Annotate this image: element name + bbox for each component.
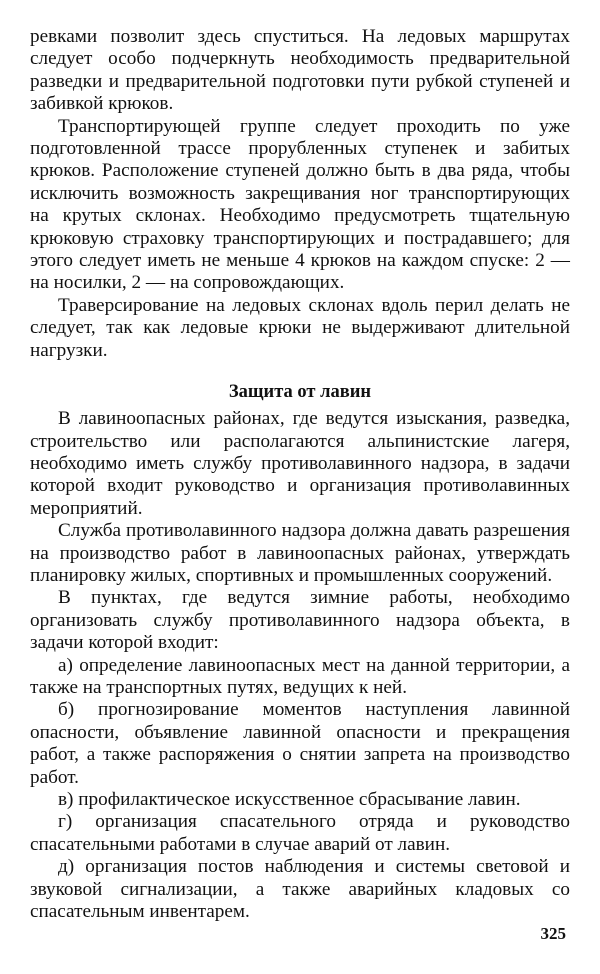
list-item-a: а) определение лавиноопасных мест на данной территории, а также на транспортных путях, ведущих к ней. (30, 654, 570, 698)
list-item-d: д) организация постов наблюдения и системы световой и звуковой сигнализации, а также аварийных кладовых со спасательным инвентарем. (30, 856, 570, 923)
paragraph-avalanche-service: Служба противолавинного надзора должна давать разрешения на производство работ в лавиноопасных районах, утверждать планировку жилых, спортивных и промышленных сооружений. (30, 520, 570, 586)
body-text (30, 26, 570, 923)
paragraph-traverse: Траверсирование на ледовых склонах вдоль перил делать не следует, так как ледовые крюки не выдерживают длительной нагрузки. (30, 294, 570, 361)
paragraph-continuation: ревками позволит здесь спуститься. На ледовых маршрутах следует особо подчеркнуть необходимость предварительной разведки и предварительной подготовки пути рубкой ступеней и забивкой крюков. (30, 26, 570, 115)
list-item-g: г) организация спасательного отряда и руководство спасательными работами в случае аварий от лавин. (30, 811, 570, 855)
list-item-v: в) профилактическое искусственное сбрасывание лавин. (58, 789, 521, 810)
list-item-b: б) прогнозирование моментов наступления лавинной опасности, объявление лавинной опасности и прекращения работ, а также распоряжения о снятии запрета на производство работ. (30, 699, 570, 788)
page-number: 325 (540, 924, 566, 943)
section-heading: Защита от лавин (228, 382, 372, 403)
paragraph-avalanche-areas: В лавиноопасных районах, где ведутся изыскания, разведка, строительство или располагаются альпинистские лагеря, необходимо иметь службу противолавинного надзора, в задачи которой входит руководство и организация противолавинных мероприятий. (30, 408, 570, 519)
paragraph-winter-works: В пунктах, где ведутся зимние работы, необходимо организовать службу противолавинного надзора объекта, в задачи которой входит: (30, 587, 570, 654)
paragraph-transport-group: Транспортирующей группе следует проходить по уже подготовленной трассе прорубленных ступенек и забитых крюков. Расположение ступеней должно быть в два ряда, чтобы исключить возможность закрещивания ног транспортирующих на крутых склонах. Необходимо предусмотреть тщательную крюковую страховку транспортирующих и пострадавшего; для этого следует иметь не меньше 4 крюков на каждом спуске: 2 — на носилки, 2 — на сопровождающих. (30, 115, 570, 294)
